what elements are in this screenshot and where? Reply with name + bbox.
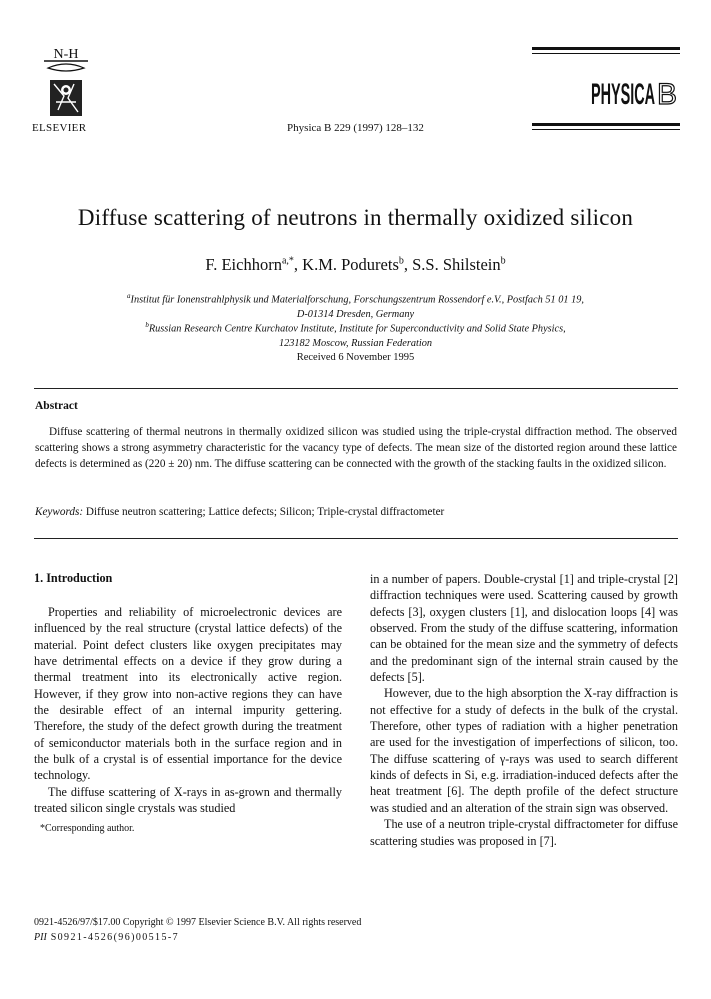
keywords-list: Diffuse neutron scattering; Lattice defects; Silicon; Triple-crystal diffractometer — [85, 506, 445, 518]
journal-citation: Physica B 229 (1997) 128–132 — [287, 122, 424, 134]
right-column — [370, 571, 678, 849]
paragraph: in a number of papers. Double-crystal [1] and triple-crystal [2] diffraction techniques were used. Scattering caused by growth defects [3], oxygen clusters [1], and dislocation loops [4] was observed. From the study of the diffuse scattering, information can be obtained for the mean size and the symmetry of defects and the predominant sign of the internal strain caused by the defects [5]. — [370, 572, 678, 685]
author-affiliation-mark: b — [398, 255, 404, 267]
header-rule-top — [532, 47, 680, 50]
author-affiliation-mark: a,* — [281, 255, 294, 267]
paragraph: The use of a neutron triple-crystal diffractometer for diffuse scattering studies was proposed in [7]. — [370, 817, 678, 848]
journal-logo-main: PHYSICA — [591, 78, 655, 110]
header-rule-top-thin — [532, 53, 680, 54]
pii-code: S0921-4526(96)00515-7 — [50, 932, 179, 943]
publisher-name: ELSEVIER — [32, 122, 87, 134]
author-name: S.S. Shilstein — [412, 255, 501, 274]
affiliation-a — [0, 289, 711, 322]
abstract-text: Diffuse scattering of thermal neutrons in thermally oxidized silicon was studied using the triple-crystal diffraction method. The observed scattering shows a strong asymmetry characteristic for the vacancy type of defects. The mean size of the distorted region around these lattice defects is determined as (220 ± 20) nm. The diffuse scattering can be connected with the growth of the stacking faults in the oxidized silicon. — [35, 426, 677, 471]
pii-line — [34, 932, 179, 943]
header-rule-bottom — [532, 123, 680, 126]
affiliation-line: Institut für Ionenstrahlphysik und Materialforschung, Forschungszentrum Rossendorf e.V., Postfach 51 01 19, — [130, 294, 584, 306]
keywords — [35, 506, 677, 518]
affiliation-b — [0, 318, 711, 351]
publisher-logo-text: N-H — [53, 47, 79, 62]
affiliation-line: 123182 Moscow, Russian Federation — [278, 337, 433, 349]
keywords-label: Keywords: — [35, 506, 84, 518]
section-heading: 1. Introduction — [34, 571, 113, 585]
copyright-line: 0921-4526/97/$17.00 Copyright © 1997 Elsevier Science B.V. All rights reserved — [34, 917, 362, 928]
footnote: *Corresponding author. — [40, 823, 135, 834]
affiliation-mark: a — [127, 292, 131, 300]
left-column — [34, 604, 342, 816]
header-rule-bottom-thin — [532, 129, 680, 130]
abstract-rule-bottom — [34, 538, 678, 539]
abstract-rule-top — [34, 388, 678, 389]
author-affiliation-mark: b — [500, 255, 506, 267]
author-name: K.M. Podurets — [302, 255, 399, 274]
journal-logo-letter: B — [656, 78, 678, 110]
affiliation-line: D-01314 Dresden, Germany — [296, 308, 415, 320]
received-date: Received 6 November 1995 — [296, 352, 415, 363]
article-title: Diffuse scattering of neutrons in thermally oxidized silicon — [77, 205, 634, 230]
paragraph: However, due to the high absorption the X-ray diffraction is not effective for a study of defects in the bulk of the crystal. Therefore, other types of radiation with a higher penetration are used for the investigation of imperfections of silicon, too. The diffuse scattering of γ-rays was used to search different kinds of defects in Si, e.g. irradiation-induced defects after the heat treatment [6]. The depth profile of the defect structure was studied and an alteration of the strain sign was observed. — [370, 686, 678, 815]
author-name: F. Eichhorn — [205, 255, 282, 274]
elsevier-tree-logo — [30, 44, 102, 130]
affiliation-line: Russian Research Centre Kurchatov Institute, Institute for Superconductivity and Solid State Physics, — [148, 323, 566, 335]
author-list: F. Eichhorn$^{a,*}$, K.M. Podurets$^b$, S.S. Shilstein$^b$ — [205, 255, 506, 274]
pii-label: PII — [34, 932, 47, 943]
affiliation-mark: b — [145, 321, 149, 329]
physica-b-logo — [591, 72, 679, 110]
paragraph: Properties and reliability of microelectronic devices are influenced by the real structure (crystal lattice defects) of the material. Point defect clusters like oxygen precipitates may have detrimental effects on a device if they grow during a thermal treatment into its electronically active region. However, if they grow into non-active regions they can have the desirable effect of an internal impurity gettering. Therefore, the study of the defect growth during the treatment of semiconductor materials both in the surface region and in the bulk of a crystal is of essential importance for the device technology. — [34, 605, 342, 783]
abstract-heading: Abstract — [35, 400, 78, 412]
paragraph: The diffuse scattering of X-rays in as-grown and thermally treated silicon single crystals was studied — [34, 784, 342, 816]
